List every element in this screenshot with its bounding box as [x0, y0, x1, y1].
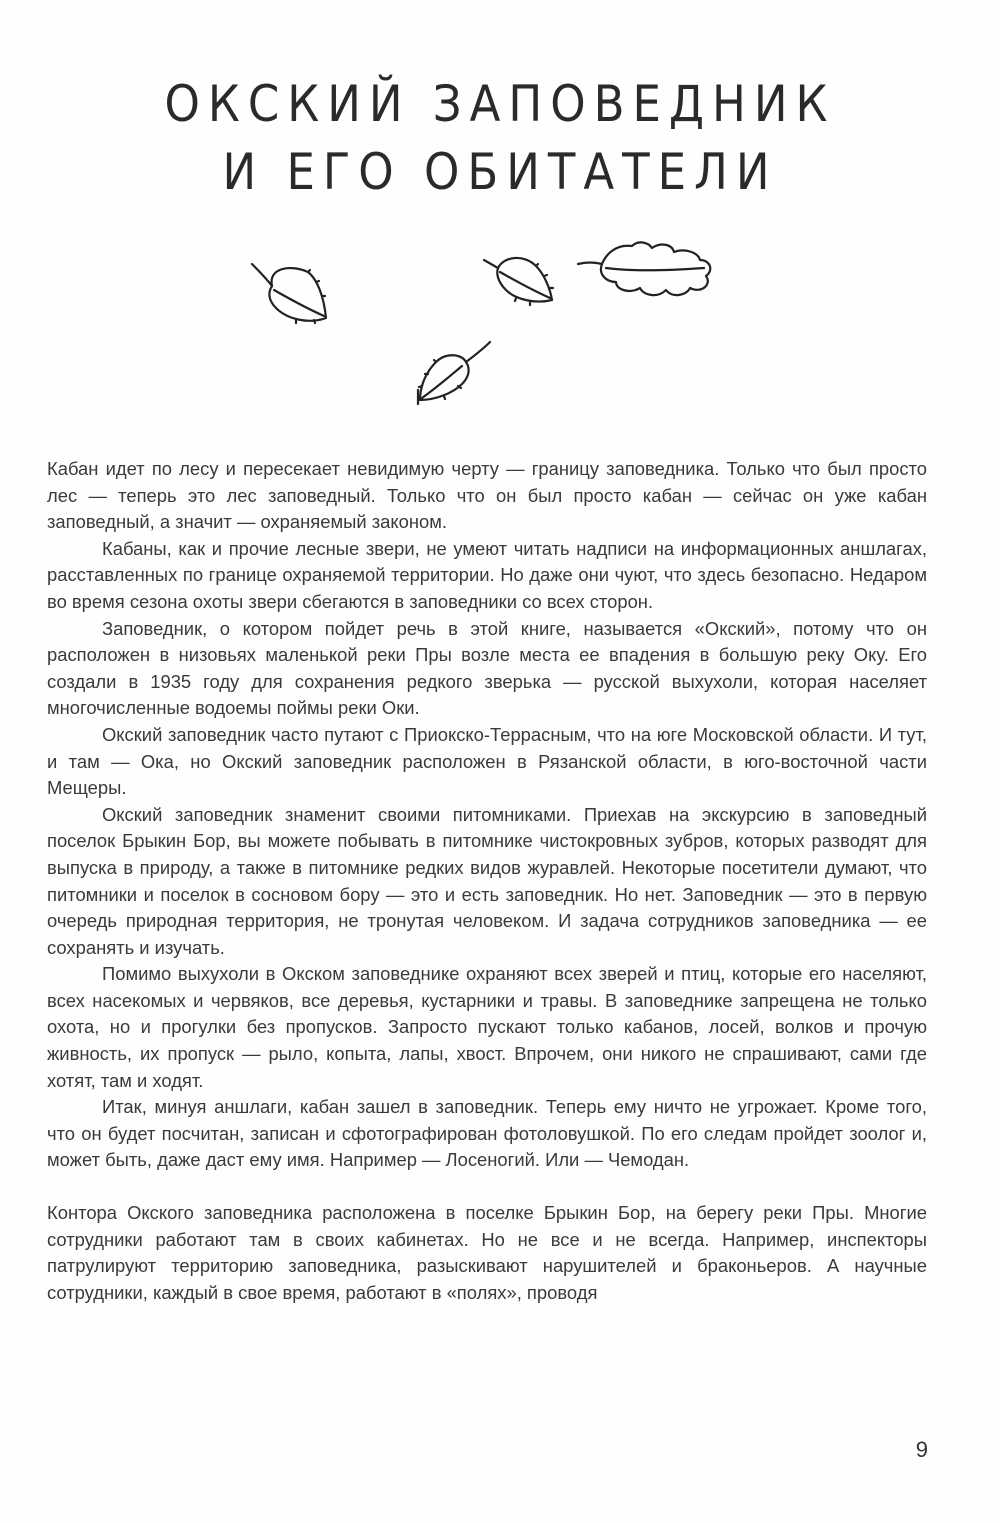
title-line-1: ОКСКИЙ ЗАПОВЕДНИК: [164, 75, 836, 133]
paragraph: Кабан идет по лесу и пересекает невидимую черту — границу заповедника. Только что был просто лес — теперь это лес заповедный. Только что он был просто кабан — сейчас он уже кабан заповедный, а значит — охраняемый законом.: [47, 458, 927, 533]
paragraph: Окский заповедник знаменит своими питомниками. Приехав на экскурсию в заповедный поселок Брыкин Бор, вы можете побывать в питомнике чистокровных зубров, которых разводят для выпуска в природу, а также в питомнике редких видов журавлей. Некоторые посетители думают, что питомники и поселок в сосновом бору — это и есть заповедник. Но нет. Заповедник — это в первую очередь природная территория, не тронутая человеком. И задача сотрудников заповедника — ее сохранять и изучать.: [47, 803, 927, 958]
page-title: [0, 70, 1000, 206]
title-line-2: И ЕГО ОБИТАТЕЛИ: [222, 143, 778, 201]
oak-leaf-icon: [576, 238, 716, 300]
leaves-illustration: [0, 230, 1000, 410]
leaf-icon: [412, 338, 494, 406]
paragraph: Помимо выхухоли в Окском заповеднике охраняют всех зверей и птиц, которые его населяют, всех насекомых и червяков, все деревья, кустарники и травы. В заповеднике запрещена не только охота, но и прогулки без пропусков. Запросто пускают только кабанов, лосей, волков и прочую живность, их пропуск — рыло, копыта, лапы, хвост. Впрочем, они никого не спрашивают, сами где хотят, там и ходят.: [47, 963, 927, 1091]
paragraph: Контора Окского заповедника расположена в поселке Брыкин Бор, на берегу реки Пры. Многие сотрудники работают там в своих кабинетах. Но не все и не всегда. Например, инспекторы патрулируют территорию заповедника, разыскивают нарушителей и браконьеров. А научные сотрудники, каждый в свое время, работают в «полях», проводя: [47, 1202, 927, 1303]
paragraph: Итак, минуя аншлаги, кабан зашел в заповедник. Теперь ему ничто не угрожает. Кроме того, что он будет посчитан, записан и сфотографирован фотоловушкой. По его следам пройдет зоолог и, может быть, даже даст ему имя. Например — Лосеногий. Или — Чемодан.: [47, 1096, 927, 1171]
paragraph: Окский заповедник часто путают с Приокско-Террасным, что на юге Московской области. И тут, и там — Ока, но Окский заповедник расположен в Рязанской области, в юго-восточной части Мещеры.: [47, 723, 927, 799]
article-body: [47, 456, 927, 1306]
leaf-icon: [248, 258, 332, 330]
page-number: 9: [915, 1437, 928, 1462]
paragraph: Кабаны, как и прочие лесные звери, не умеют читать надписи на информационных аншлагах, расставленных по границе охраняемой территории. Но даже они чуют, что здесь безопасно. Недаром во время сезона охоты звери сбегаются в заповедники со всех сторон.: [47, 537, 927, 612]
paragraph: Заповедник, о котором пойдет речь в этой книге, называется «Окский», потому что он расположен в низовьях маленькой реки Пры возле места ее впадения в большую реку Оку. Его создали в 1935 году для сохранения редкого зверька — русской выхухоли, которая населяет многочисленные водоемы поймы реки Оки.: [47, 617, 927, 719]
leaf-icon: [480, 250, 558, 310]
